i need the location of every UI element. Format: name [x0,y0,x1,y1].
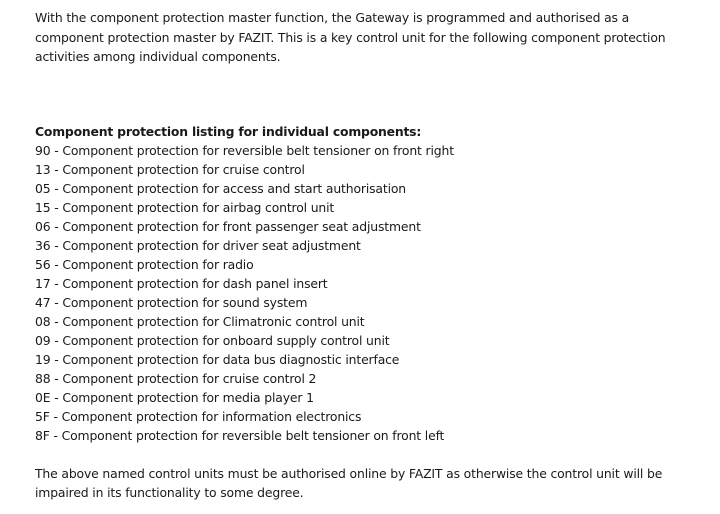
component-code: 19 [35,351,51,367]
component-code: 05 [35,180,51,196]
component-description: - Component protection for radio [50,256,254,272]
list-item [35,160,695,179]
component-description: - Component protection for cruise control 2 [50,370,317,386]
list-item [35,217,695,236]
component-code: 56 [35,256,51,272]
list-item [35,350,695,369]
list-item [35,293,695,312]
component-description: - Component protection for sound system [50,294,308,310]
component-code: 0E [35,389,51,405]
component-description: - Component protection for media player 1 [50,389,314,405]
list-item [35,312,695,331]
component-description: - Component protection for reversible belt tensioner on front left [49,427,445,443]
list-item [35,255,695,274]
component-description: - Component protection for access and start authorisation [50,180,406,196]
component-code: 08 [35,313,51,329]
component-code: 8F [35,427,50,443]
component-description: - Component protection for onboard supply control unit [50,332,390,348]
list-item [35,274,695,293]
list-item [35,331,695,350]
component-code: 15 [35,199,51,215]
document-body [35,8,695,503]
component-code: 13 [35,161,51,177]
list-item [35,141,695,160]
list-item [35,179,695,198]
list-item [35,426,695,445]
component-code: 17 [35,275,51,291]
component-description: - Component protection for reversible belt tensioner on front right [50,142,454,158]
component-description: - Component protection for cruise control [50,161,305,177]
list-item [35,407,695,426]
component-description: - Component protection for data bus diagnostic interface [50,351,400,367]
list-item [35,198,695,217]
component-description: - Component protection for driver seat adjustment [50,237,361,253]
list-heading: Component protection listing for individual components: [35,123,422,139]
component-description: - Component protection for front passenger seat adjustment [50,218,421,234]
intro-paragraph: With the component protection master function, the Gateway is programmed and authorised as a component protection master by FAZIT. This is a key control unit for the following component protection activities among individual components. [35,10,666,64]
list-item [35,369,695,388]
component-description: - Component protection for dash panel insert [50,275,328,291]
component-code: 09 [35,332,51,348]
component-list [35,141,695,445]
component-code: 36 [35,237,51,253]
list-item [35,388,695,407]
component-description: - Component protection for Climatronic control unit [50,313,365,329]
component-description: - Component protection for airbag control unit [50,199,335,215]
list-item [35,236,695,255]
component-description: - Component protection for information electronics [49,408,362,424]
outro-paragraph: The above named control units must be authorised online by FAZIT as otherwise the control unit will be impaired in its functionality to some degree. [35,465,663,500]
component-code: 90 [35,142,51,158]
component-code: 88 [35,370,51,386]
component-code: 47 [35,294,51,310]
component-code: 06 [35,218,51,234]
component-code: 5F [35,408,50,424]
